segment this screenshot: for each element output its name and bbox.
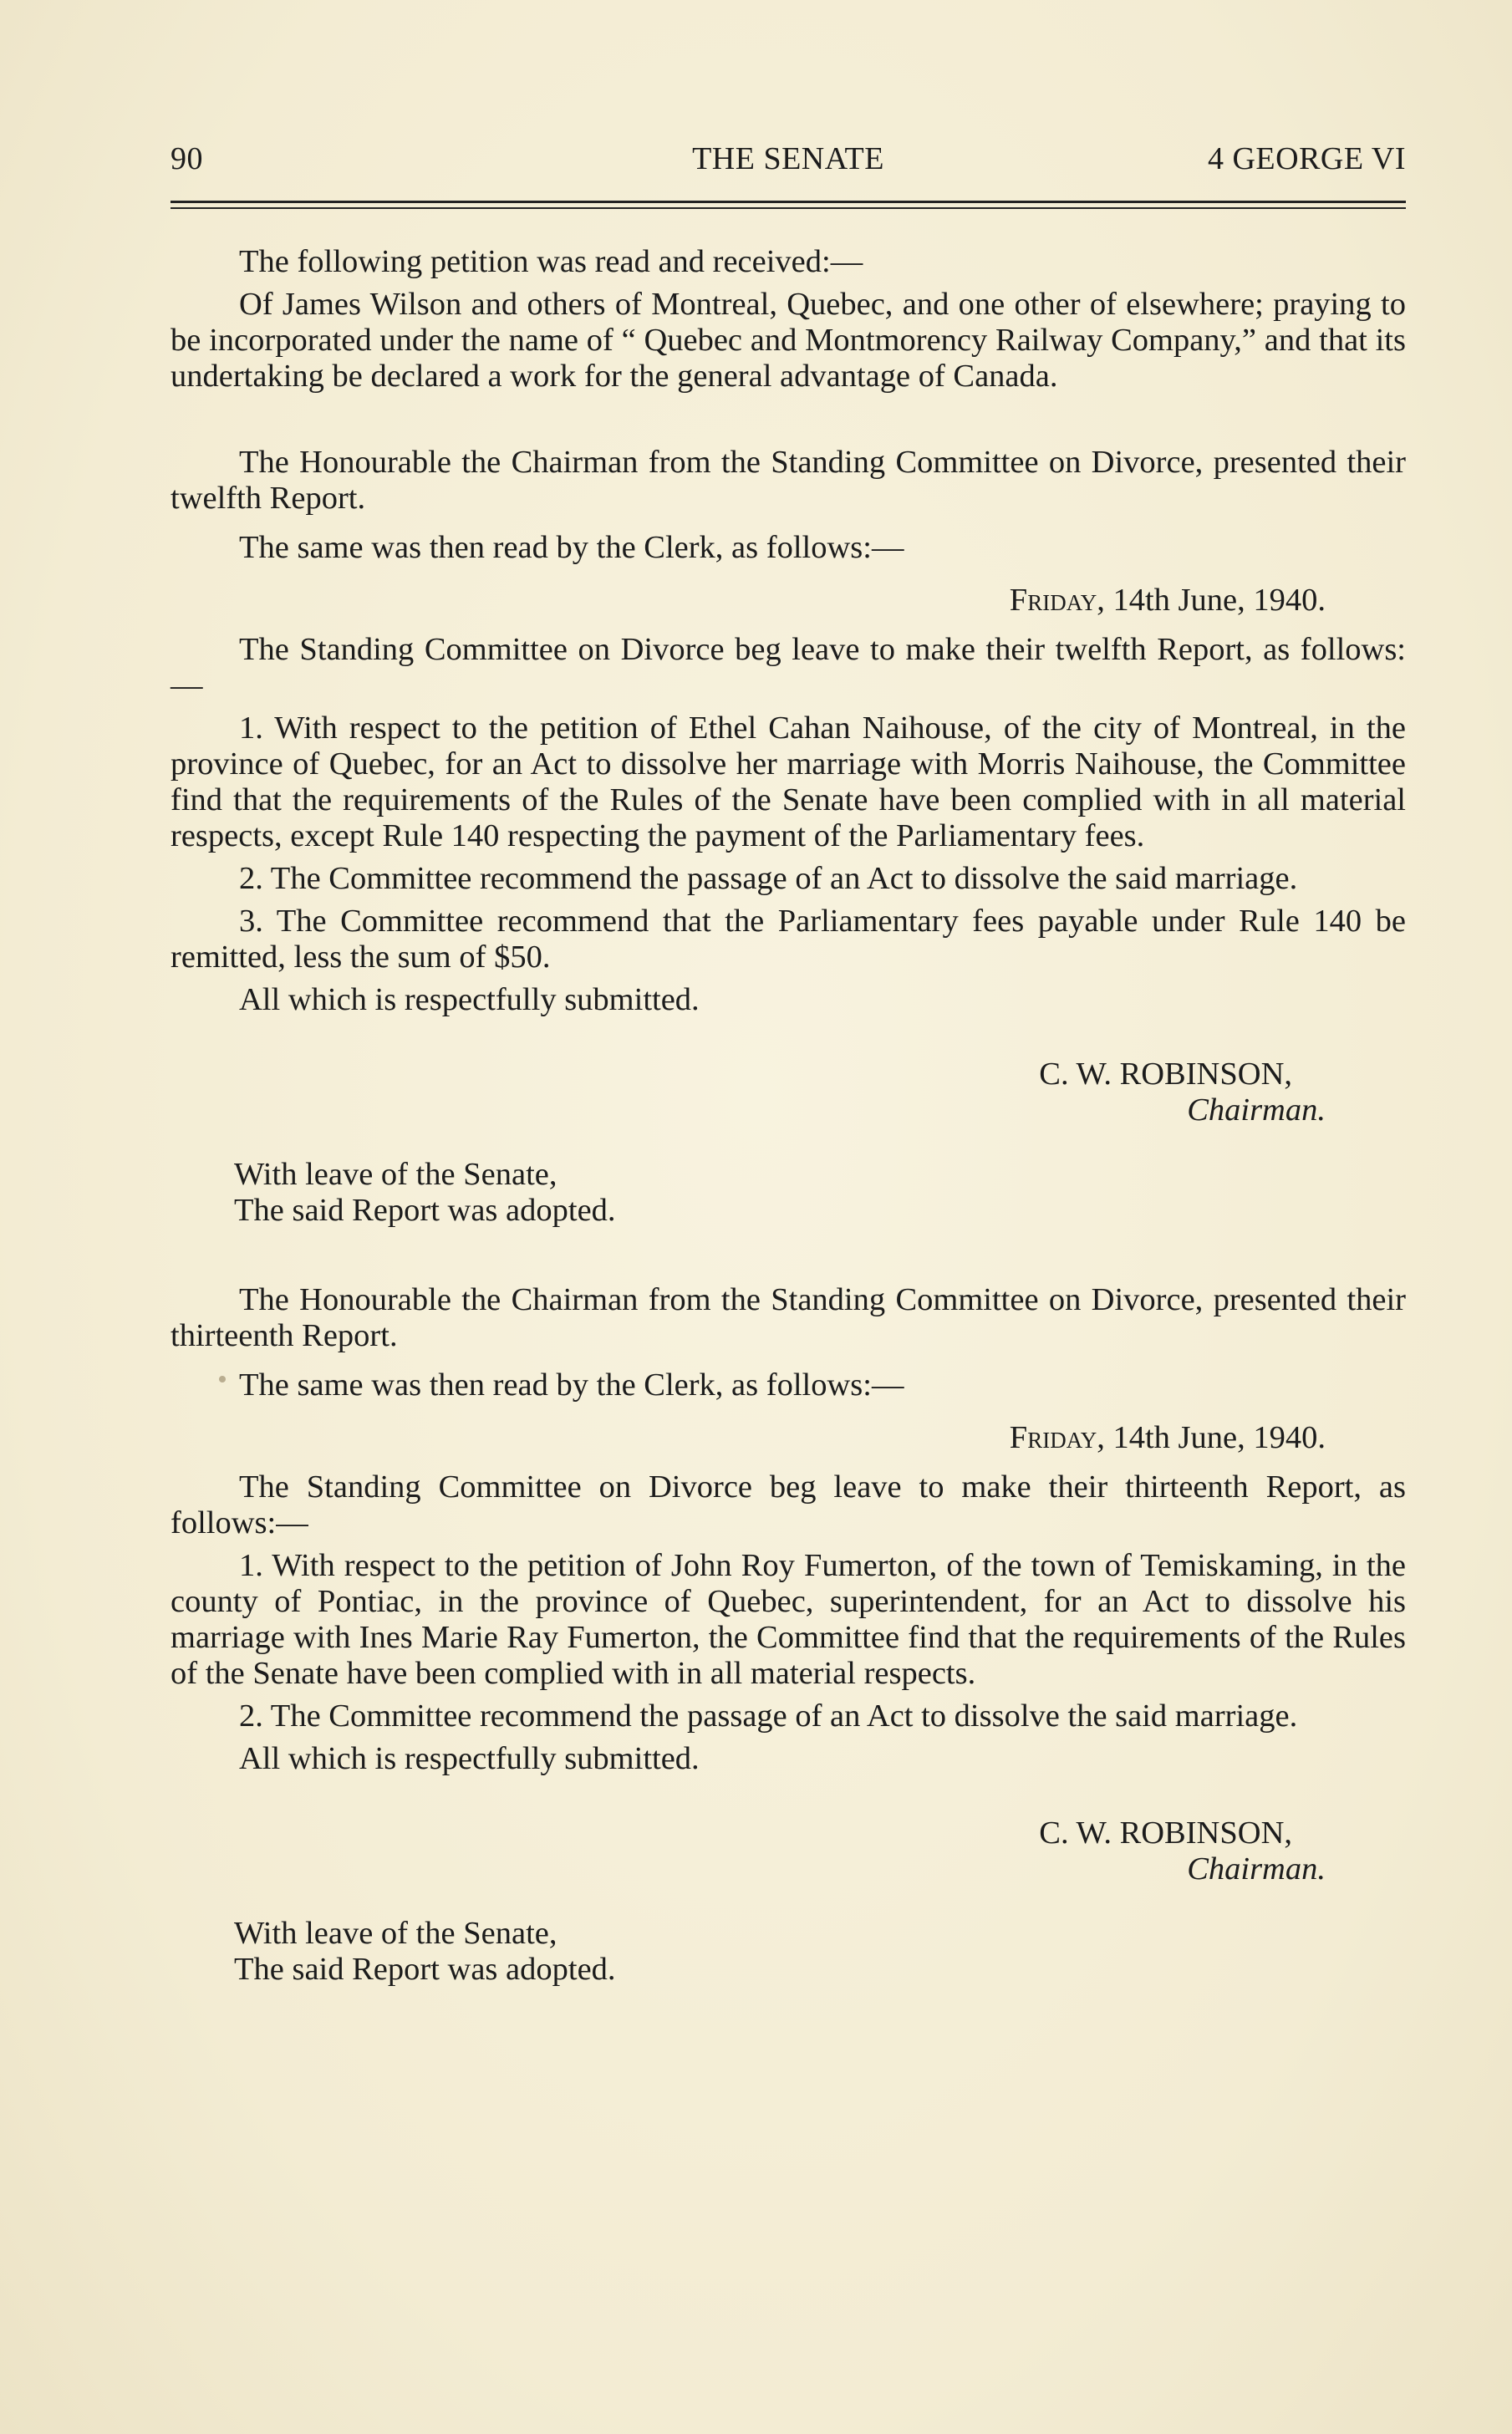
report13-signer: C. W. ROBINSON, bbox=[1039, 1815, 1292, 1851]
report12-item-1: 1. With respect to the petition of Ethel Cahan Naihouse, of the city of Montreal, in the province of Quebec, for an Act to dissolve her marriage with Morris Naihouse, the Committee find that the requirements of the Rules of the Senate have been complied with in all material respects, except Rule 140 respecting the payment of the Parliamentary fees. bbox=[171, 710, 1406, 853]
report12-item-2: 2. The Committee recommend the passage of an Act to dissolve the said marriage. bbox=[239, 861, 1298, 896]
report13-item-2: 2. The Committee recommend the passage of an Act to dissolve the said marriage. bbox=[239, 1698, 1298, 1734]
report13-signer-role: Chairman. bbox=[1187, 1851, 1326, 1887]
regnal-year: 4 GEORGE VI bbox=[1207, 141, 1406, 176]
report13-intro: The Standing Committee on Divorce beg leave to make their thirteenth Report, as follows:— bbox=[171, 1469, 1406, 1540]
report12-adopted: The said Report was adopted. bbox=[234, 1193, 616, 1228]
header-rule-top bbox=[171, 201, 1406, 203]
report12-signature bbox=[171, 1057, 1406, 1128]
header-rule-bottom bbox=[171, 207, 1406, 209]
report13-date-rest: 14th June, 1940. bbox=[1104, 1420, 1326, 1455]
report12-item-3: 3. The Committee recommend that the Parliamentary fees payable under Rule 140 be remitted, less the sum of $50. bbox=[171, 904, 1406, 975]
report12-signer-role: Chairman. bbox=[1187, 1092, 1326, 1128]
report13-adopted: The said Report was adopted. bbox=[234, 1952, 616, 1987]
report13-item-1: 1. With respect to the petition of John Roy Fumerton, of the town of Temiskaming, in the county of Pontiac, in the province of Quebec, superintendent, for an Act to dissolve his marriage with Ines Marie Ray Fumerton, the Committee find that the requirements of the Rules of the Senate have been complied with in all material respects. bbox=[171, 1548, 1406, 1691]
report12-intro: The Standing Committee on Divorce beg leave to make their twelfth Report, as follows:— bbox=[171, 632, 1406, 703]
page-number: 90 bbox=[171, 141, 203, 176]
report12-date bbox=[171, 583, 1406, 619]
report13-submitted: All which is respectfully submitted. bbox=[239, 1741, 700, 1776]
report13-date-day: Friday, bbox=[1009, 1420, 1105, 1455]
petition-intro: The following petition was read and received:— bbox=[239, 244, 863, 279]
running-header bbox=[171, 140, 1406, 182]
report12-leave: With leave of the Senate, bbox=[234, 1157, 557, 1192]
page-title: THE SENATE bbox=[692, 141, 884, 176]
report12-date-rest: 14th June, 1940. bbox=[1104, 583, 1326, 618]
report13-date bbox=[171, 1420, 1406, 1456]
petition-text: Of James Wilson and others of Montreal, Quebec, and one other of elsewhere; praying to be incorporated under the name of “ Quebec and Montmorency Railway Company,” and that its undertaking be declared a work for the general advantage of Canada. bbox=[171, 287, 1406, 394]
report12-signer: C. W. ROBINSON, bbox=[1039, 1057, 1292, 1092]
report13-adoption bbox=[171, 1916, 1406, 1988]
report13-leave: With leave of the Senate, bbox=[234, 1916, 557, 1951]
report13-signature bbox=[171, 1815, 1406, 1887]
report12-adoption bbox=[171, 1157, 1406, 1229]
report12-date-day: Friday, bbox=[1009, 583, 1105, 618]
report12-read: The same was then read by the Clerk, as follows:— bbox=[239, 530, 904, 565]
ink-speck bbox=[219, 1376, 226, 1382]
report13-presented: The Honourable the Chairman from the Standing Committee on Divorce, presented their thirteenth Report. bbox=[171, 1282, 1406, 1353]
report13-read: The same was then read by the Clerk, as follows:— bbox=[239, 1367, 904, 1403]
report12-submitted: All which is respectfully submitted. bbox=[239, 982, 700, 1017]
page-body bbox=[171, 244, 1406, 1988]
report12-presented: The Honourable the Chairman from the Standing Committee on Divorce, presented their twelfth Report. bbox=[171, 445, 1406, 516]
